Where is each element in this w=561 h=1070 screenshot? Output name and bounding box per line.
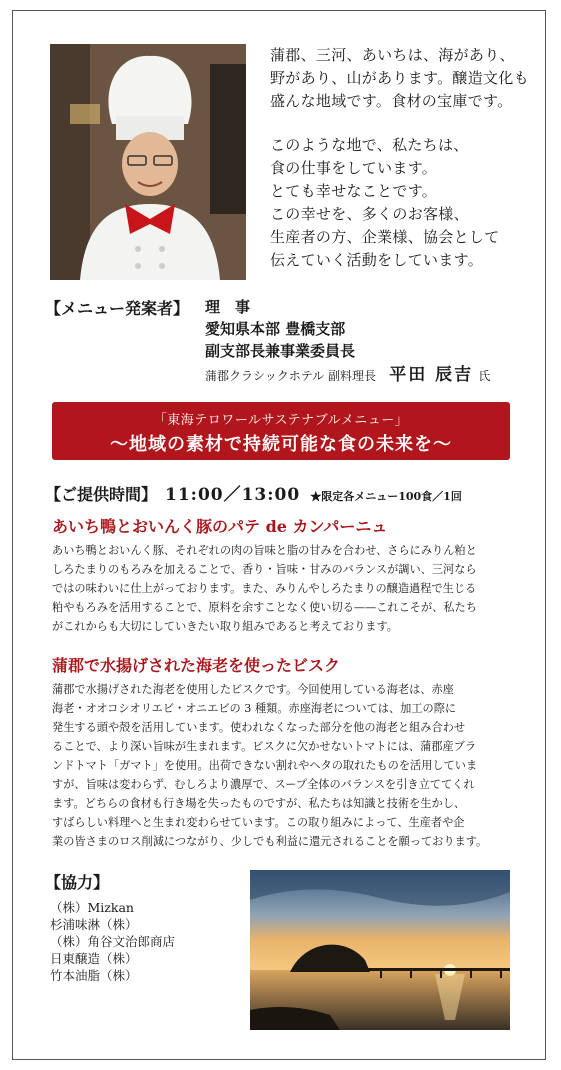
dish2-description: 蒲郡で水揚げされた海老を使用したビスクです。今回使用している海老は、赤座 海老・オオコシオリエビ・オニエビの 3 種類。赤座海老については、加工の際に 発生する頭や殻を活用しています。使われなくなった部分を他の海老と組み合わせ ることで、より深い旨味が生まれます。ビスクに欠かせないトマトには、蒲郡産ブラ ンドトマト「ガマト」を使用。出荷できない割れやヘタの取れたものを活用していま すが、旨味は変わらず、むしろより濃厚で、スープ全体のバランスを引き立ててくれ ます。どちらの食材も行き場を失ったものですが、私たちは知識と技術を生かし、 すばらしい料理へと生まれ変わらせています。この取り組みによって、生産者や企 業の皆さまのロス削減につながり、少しでも利益に還元されることを願っております。 xyxy=(52,683,488,848)
intro-paragraph-1: 蒲郡、三河、あいちは、海があり、 野があり、山があります。醸造文化も 盛んな地域です。食材の宝庫です。 xyxy=(270,46,529,110)
author-branch: 愛知県本部 豊橋支部 xyxy=(205,320,346,338)
author-position: 副支部長兼事業委員長 xyxy=(205,342,356,360)
cooperation-list xyxy=(50,899,175,984)
menu-banner xyxy=(52,402,510,460)
dish2-title: 蒲郡で水揚げされた海老を使ったビスク xyxy=(52,656,341,675)
time-value: 11:00／13:00 xyxy=(165,485,301,505)
author-hotel: 蒲郡クラシックホテル 副料理長 xyxy=(205,369,376,383)
dish1-title: あいち鴨とおいんく豚のパテ de カンパーニュ xyxy=(52,517,388,536)
cooperation-item: 竹本油脂（株） xyxy=(50,968,138,983)
cooperation-item: 日東醸造（株） xyxy=(50,951,138,966)
author-details xyxy=(205,296,490,387)
cooperation-item: （株）角谷文治郎商店 xyxy=(50,934,176,949)
time-label: 【ご提供時間】 xyxy=(45,485,158,504)
time-note: ★限定各メニュー100食／1回 xyxy=(310,490,462,503)
author-honorific: 氏 xyxy=(478,369,491,383)
author-name: 平田 辰吉 xyxy=(389,365,474,385)
author-name-row xyxy=(205,364,490,387)
dish1-description: あいち鴨とおいんく豚、それぞれの肉の旨味と脂の甘みを合わせ、さらにみりん粕と しろたまりのもろみを加えることで、香り・旨味・甘みのバランスが調い、三河なら ではの味わいに仕上がっております。また、みりんやしろたまりの醸造過程で生じる 粕やもろみを活用することで、原料を余すことなく使い切る——これこそが、私たち がこれからも大切にしていきたい取り組みであると考えております。 xyxy=(52,544,477,633)
cooperation-title: 【協力】 xyxy=(45,873,110,892)
sunset-photo xyxy=(250,870,510,1030)
intro-text xyxy=(270,44,540,293)
cooperation-item: 杉浦味淋（株） xyxy=(50,917,138,932)
chef-photo xyxy=(50,44,246,280)
banner-subtitle: 「東海テロワールサステナブルメニュー」 xyxy=(153,413,409,428)
intro-paragraph-2: このような地で、私たちは、 食の仕事をしています。 とても幸せなことです。 この幸せを、多くのお客様、 生産者の方、企業様、協会として 伝えていく活動をしています。 xyxy=(270,136,500,269)
cooperation-item: （株）Mizkan xyxy=(50,900,134,915)
author-title: 理 事 xyxy=(205,298,251,316)
banner-title: 〜地域の素材で持続可能な食の未来を〜 xyxy=(110,434,452,455)
author-label: 【メニュー発案者】 xyxy=(45,299,190,318)
serving-time xyxy=(45,480,462,505)
